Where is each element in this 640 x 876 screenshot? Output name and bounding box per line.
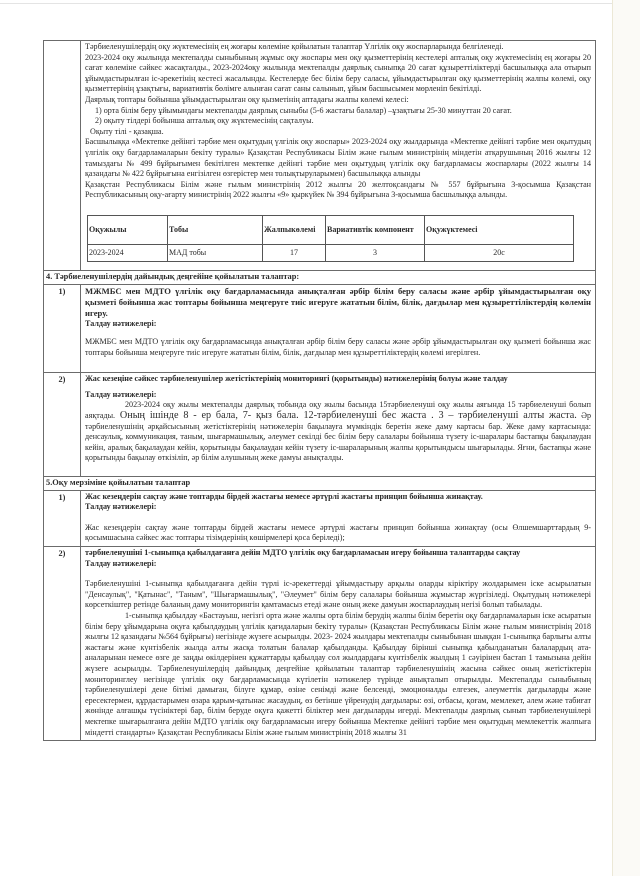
item-content	[81, 284, 596, 373]
language-line: Оқыту тілі - қазақша.	[90, 126, 164, 136]
basis-paragraph-2: Қазақстан Республикасы Білім және ғылым министрінің 2012 жылғы 20 желтоқсандағы № 557 бұйрығына 3-қосымша Қазақстан Республикасының оқу-ағарту министрінің 2022 жылғы «9» қыркүйек № 394 бұйрығына 3-қосымша басшылыққа алынды.	[85, 179, 591, 200]
spacer	[85, 358, 591, 370]
item-content	[81, 490, 596, 546]
requirement-text: Жас кезеңдерін сақтау және топтарды бірдей жастағы немесе әртүрлі жастағы принцип бойынша жинақтау.	[85, 491, 483, 501]
header-study-year: Оқужылы	[88, 215, 168, 244]
section-4-heading-row	[44, 270, 596, 284]
analysis-label: Талдау нәтижелері:	[85, 318, 157, 328]
spacer	[85, 464, 591, 474]
requirement-text: тәрбиеленушіні 1-сыныпқа қабылдағанға дейін МДТО үлгілік оқу бағдарламасын игеру бойынша талаптарды сақтау	[85, 548, 521, 557]
cell-study-year: 2023-2024	[88, 244, 168, 261]
section-5-heading-row	[44, 477, 596, 491]
basis-paragraph-1: Басшылыққа «Мектепке дейінгі тәрбие мен оқытудың үлгілік оқу жоспары» 2023-2024 оқу жылдарында «Мектепке дейінгі тәрбие мен оқытудың үлгілік оқу бағдарламаларын бекіту туралы» Қазақстан Республикасы Білім және ғылым министрінің міндетін атқарушының 2016 жылғы 12 тамыздағы № 499 бұйрығымен бекітілген мектепке дейінгі тәрбие мен оқытудың үлгілік оқу бағдарламасы жоспарлары (2022 жылғы 14 қазандағы № 422 бұйрығына енгізілген өзгерістер мен толықтыруларымен) басшылыққа алынды	[85, 137, 591, 179]
table-row-intro	[44, 41, 596, 271]
intro-paragraph-2: 2023-2024 оқу жылында мектепалды сыныбының жұмыс оқу жоспары мен оқу қызметтерінің кестелері апталық оқу жүктемесінің ең жоғары 20 сағат көлеміне сәйкес жасақталды., 2023-2024оқу жылында мектепалды даярлық сыныпқа 20 сағат құзыреттіліктерді басшылыққа ала отырып ұйымдастырылған іс-әрекетінің кестесі жасалынды. Кестелерде бес білім беру саласы, ұйымдастырылған оқу қызметтерінің жалпы көлемі, оқу қызметтерінің ұзақтығы, вариативтік бөлімге алынған сағат саны салынып, ұйым басшысымен мөрленіп бекітілді.	[85, 52, 591, 94]
header-variative-component: Вариативтік компонент	[326, 215, 425, 244]
analysis-paragraph-2: 1-сыныпқа қабылдау «Бастауыш, негізгі орта және жалпы орта білім берудің жалпы білім беретін оқу бағдарламаларын іске асыратын білім беру ұйымдарына оқуға қабылдаудың үлгілік қағидаларын бекіту туралы» (Қазақстан Республикасы Білім және ғылым министрінің 2018 жылғы 12 қазандағы №564 бұйрығы) негізінде жүзеге асырылды. 2023- 2024 жылдары мектепалды сыныбынан шыққан 1-сыныпқа барлығы алты жастағы және күнтізбелік жылда алты жасқа толатын балалар қабылданды. Қабылдау бірінші сыныпқа қабылданатын балалардың ата-аналарынан немесе өзге де заңды өкілдерінен құжаттарды қабылдау сол жылдардағы күнтізбелік жылдың 1 сәуірінен бастап 1 тамызына дейін жүзеге асырылды. Тәрбиеленушілердің дайындық деңгейіне қойылатын талаптар тәрбиеленушінің жасына сәйкес оның жетістіктерін мониторинглеу негізінде үлгілік оқу бағдарламасында күтілетін нәтижелер түрінде анықталып отырылды. Мектепалды сыныбының тәрбиеленушілері дене бітімі дамыған, білуге құмар, өзіне сенімді және белсенді, эмоционалды елгезек, әлеуметтік дағдыларды және ересектермен, құрдастарымен өзара қарым-қатынас жасаудың, өз бетінше үйренудің дағдылары: өзі, отбасы, қоғам, мемлекет, әлем және табиғат жөнінде алғашқы түсініктері бар, білім беруде оқуға қажетті біліктер мен дағдыларды игерді. Мектепалды даярлық сынып тәрбиеленушілері мектепке шығарылғанға дейін МДТО үлгілік оқу бағдарламасын игеру бойынша Мектепке дейінгі тәрбие мен оқытудың мемлекеттік жалпыға міндетті стандарты» Қазақстан Республикасы Білім және ғылым министрінің 2018 жылғы 31	[85, 610, 591, 737]
header-study-load: Оқужүктемесі	[425, 215, 574, 244]
study-load-table	[87, 215, 574, 262]
analysis-text	[85, 400, 591, 464]
section-5-item-2	[44, 547, 596, 741]
analysis-text: МЖМБС мен МДТО үлгілік оқу бағдарламасында анықталған әрбір білім беру саласы және әрбір ұйымдастырылған оқу қызметі бойынша жас топтары бойынша меңгеруге тиіс игеруге жататын білім, білік, дағдылар мен құзыреттіліктердің көлемі игерілген.	[85, 337, 591, 357]
item-number: 1)	[44, 284, 81, 373]
cell-group: МАД тобы	[168, 244, 263, 261]
item-content	[81, 547, 596, 741]
header-total-volume: Жалпыкөлемі	[263, 215, 326, 244]
section-5-item-1	[44, 490, 596, 546]
analysis-paragraph-1: Тәрбиеленушіні 1-сыныпқа қабылдағанға дейін түрлі іс-әрекеттерді ұйымдастыру арқылы оларды кіріктіру жолдарымен іске асырылатын "Денсаулық", "Қатынас", "Таным", "Шығармашылық", "Әлеумет" білім беру салалары бойынша жұмыстар жүргізіледі. Оқытудың нәтижелері көрсеткіштер ретінде баланың даму мониторингін қамтамасыз етеді және оның жеке дамуын жоспарлаудың негізі болып табылады.	[85, 579, 591, 610]
item-number: 2)	[44, 373, 81, 477]
requirement-text: МЖМБС мен МДТО үлгілік оқу бағдарламасында анықталған әрбір білім беру саласы және әрбір ұйымдастырылған оқу қызметі бойынша жас топтары бойынша меңгеруге тиіс игеруге жататын білім, білік, дағдылар мен құзыреттіліктердің көлемін игеру.	[85, 285, 591, 318]
analysis-label: Талдау нәтижелері:	[85, 502, 157, 512]
intro-content-cell	[81, 41, 596, 271]
page-edge-line	[0, 3, 612, 4]
intro-paragraph-1: Тәрбиеленушілердің оқу жүктемесінің ең жоғары көлеміне қойылатын талаптар Үлгілік оқу жоспарларында белгіленеді.	[85, 42, 504, 51]
evaluation-table	[43, 40, 596, 741]
item-number: 1)	[44, 490, 81, 546]
study-load-row	[88, 244, 574, 261]
analysis-text: Жас кезеңдерін сақтау және топтарды бірдей жастағы немесе әртүрлі жастағы принцип бойынша жинақтау (осы Өлшемшарттардың 9-қосымшасына сәйкес жас топтары тізімдерінің көшірмелері қоса беріледі);	[85, 522, 591, 543]
list-item-2: 2) оқыту тілдері бойынша апталық оқу жүктемесінің сақталуы.	[95, 116, 314, 126]
analysis-label: Талдау нәтижелері:	[85, 558, 157, 568]
section-4-item-2	[44, 373, 596, 477]
section-5-title: 5.Оқу мерзіміне қойылатын талаптар	[44, 477, 596, 491]
analysis-part-3: Әр тәрбиеленушінің әрқайсысының жетістіктерінің нәтижелерін бақылауға мүмкіндік беретін жеке даму картасы бар. Жеке даму картасында: денсаулық, коммуникация, таным, шығармашылық, әлеумет секілді бес білім беру салалары бойынша түзету іс-шаралары бастапқы бақылаудан кейін, аралық бақылаудан кейін, қорытынды бақылаудан кейін түзету іс-шараларының жалпы қорытындысы шығарылады. Яғни, бастапқы және қорытынды бақылау өткізіліп, әр білім алушының жеке дамуы анықталды.	[85, 411, 591, 463]
analysis-part-1: 2023-2024 оқу жылы мектепалды даярлық тобында оқу жылы басында 15тәрбиеленуші оқу жылы аяғында 15 тәрбиеленуші болып аяқтады.	[85, 400, 591, 421]
cell-total-volume: 17	[263, 244, 326, 261]
requirement-text: Жас кезеңіне сәйкес тәрбиеленушілер жетістіктерінің мониторингі (қорытынды) нәтижелерінің болуы және талдау	[85, 374, 508, 384]
number-cell-empty	[44, 41, 81, 271]
analysis-part-2: Оның ішінде 8 - ер бала, 7- қыз бала. 12-тәрбиеленуші бес жаста . 3 – тәрбиеленуші алты жаста.	[115, 410, 577, 422]
intro-paragraph-3: Даярлық топтары бойынша ұйымдастырылған оқу қызметінің аптадағы жалпы көлемі келесі:	[85, 94, 409, 104]
header-group: Тобы	[168, 215, 263, 244]
item-number: 2)	[44, 547, 81, 741]
list-item-1: 1) орта білім беру ұйымындағы мектепалды даярлық сыныбы (5-6 жастағы балалар) –ұзақтығы 25-30 минуттан 20 сағат.	[95, 105, 512, 115]
study-load-header-row	[88, 215, 574, 244]
section-4-item-1	[44, 284, 596, 373]
analysis-label: Талдау нәтижелері:	[85, 389, 157, 399]
item-content	[81, 373, 596, 477]
section-4-title: 4. Тәрбиеленушілердің дайындық деңгейіне қойылатын талаптар:	[44, 270, 596, 284]
spacer	[85, 329, 591, 337]
spacer	[85, 513, 591, 523]
spacer	[85, 569, 591, 579]
cell-variative-component: 3	[326, 244, 425, 261]
cell-study-load: 20с	[425, 244, 574, 261]
